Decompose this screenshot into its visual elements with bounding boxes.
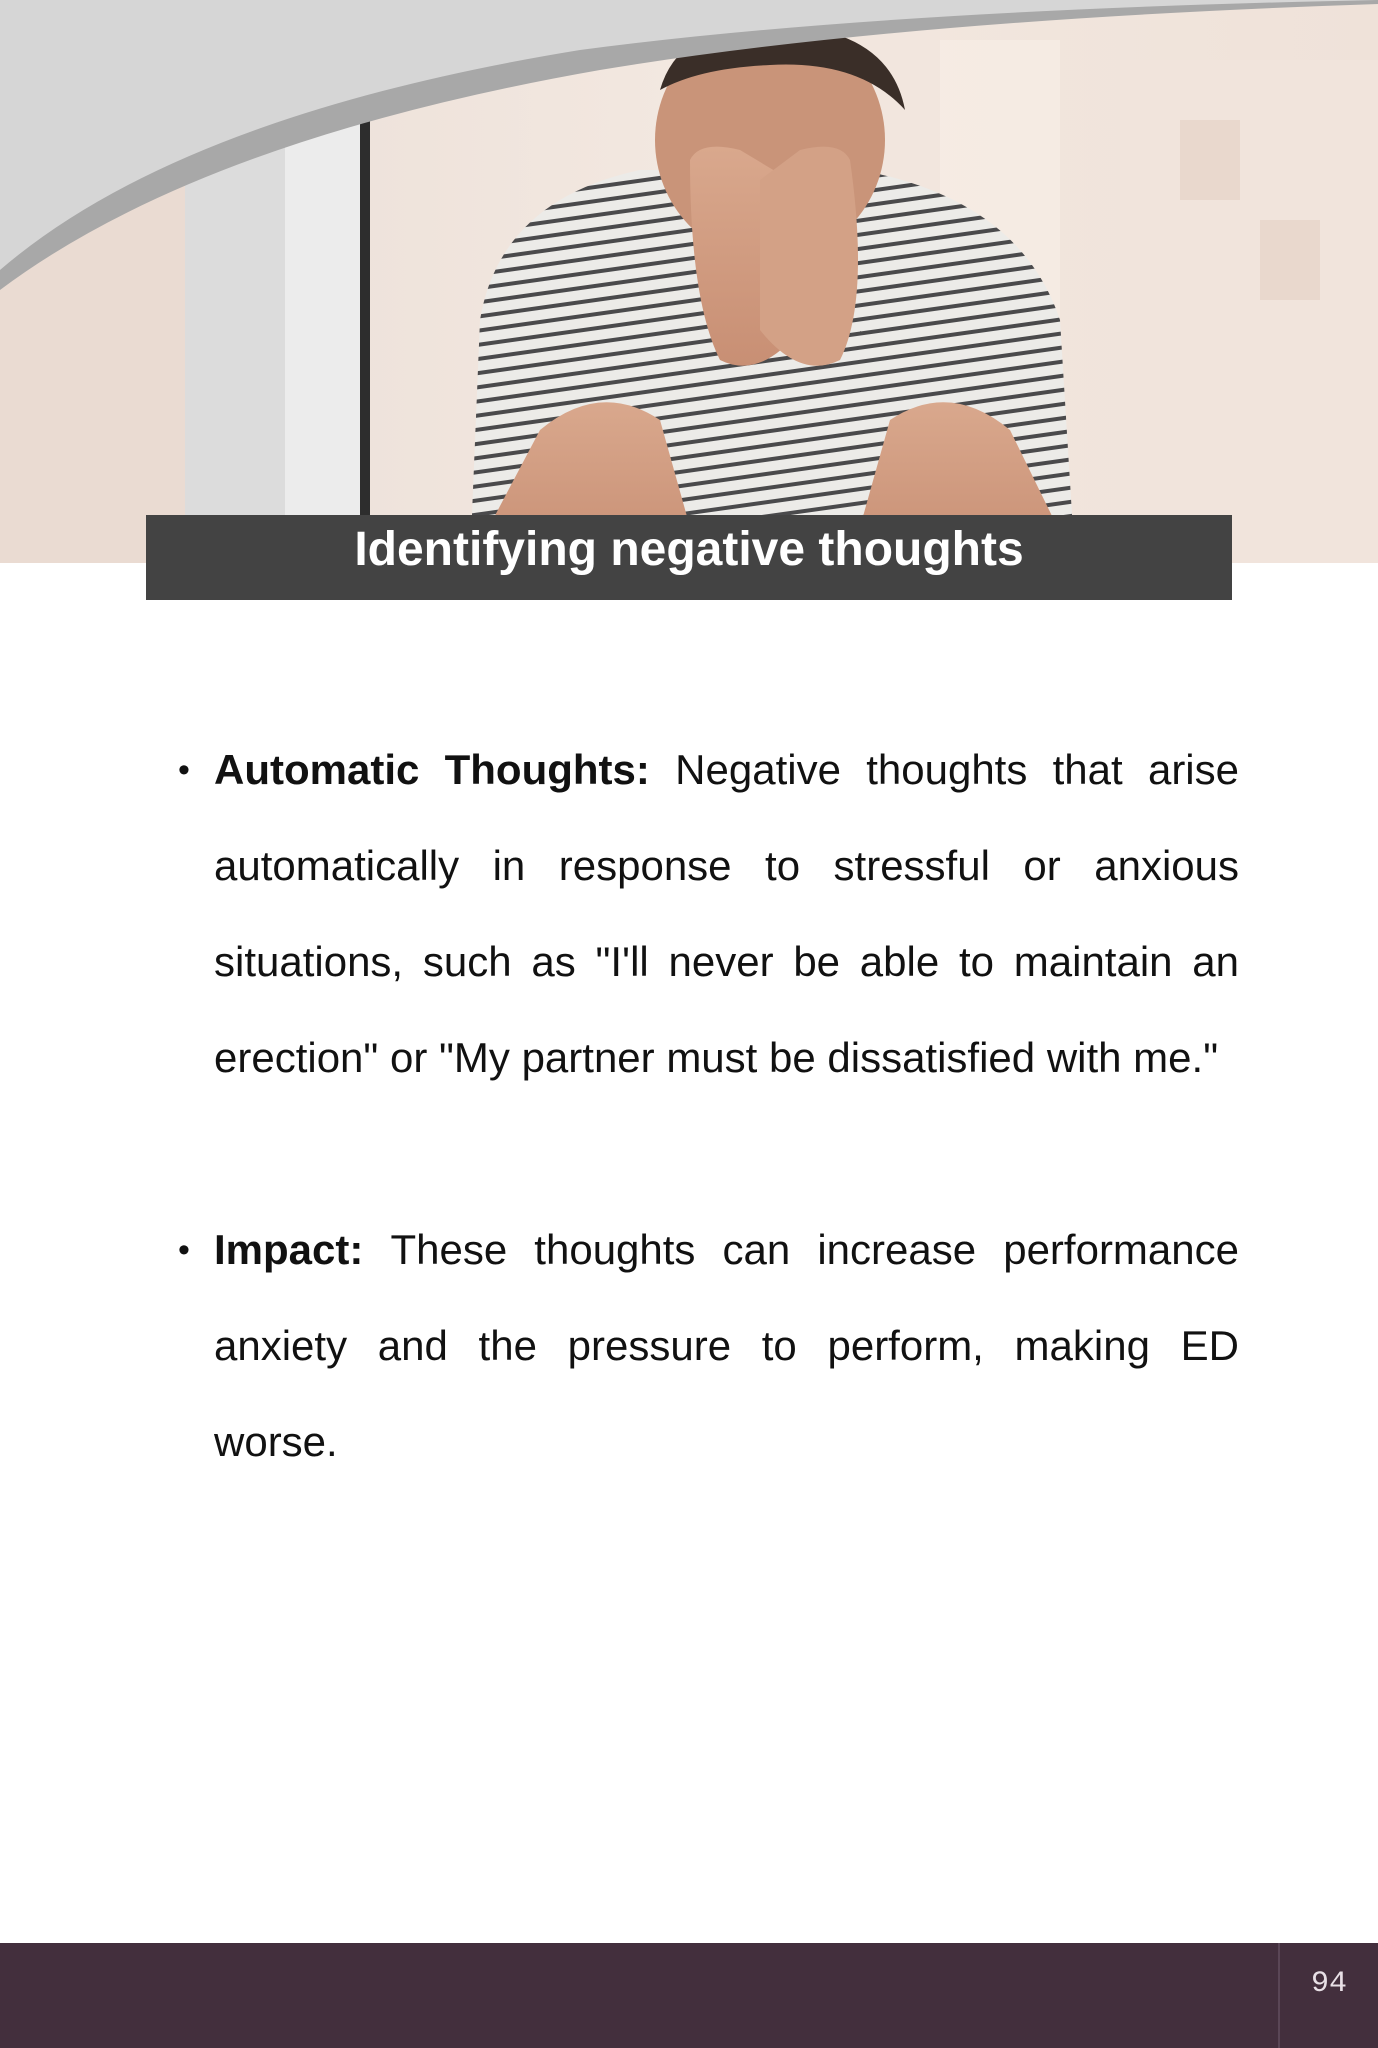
- title-bar: [146, 515, 1232, 600]
- bullet-text: Negative thoughts that arise automatically in response to stressful or anxious situations, such as "I'll never be able to maintain an erection" or "My partner must be dissatisfied with me.": [214, 746, 1239, 1081]
- content: [0, 722, 1378, 1490]
- bullet-automatic-thoughts: [178, 722, 1239, 1106]
- bullet-term: Impact:: [214, 1226, 391, 1273]
- page-number: 94: [1310, 1967, 1347, 2001]
- hero-photo: [0, 0, 1378, 563]
- page-title: Identifying negative thoughts: [354, 522, 1024, 576]
- bullet-impact: [178, 1202, 1239, 1490]
- bullet-text: These thoughts can increase performance anxiety and the pressure to perform, making ED worse.: [214, 1226, 1239, 1465]
- bullet-dot: •: [178, 1231, 190, 1269]
- footer-bar: [0, 1943, 1378, 2048]
- bullet-term: Automatic Thoughts:: [214, 746, 676, 793]
- bullet-dot: •: [178, 751, 190, 789]
- man-covering-face-illustration: [0, 0, 1378, 563]
